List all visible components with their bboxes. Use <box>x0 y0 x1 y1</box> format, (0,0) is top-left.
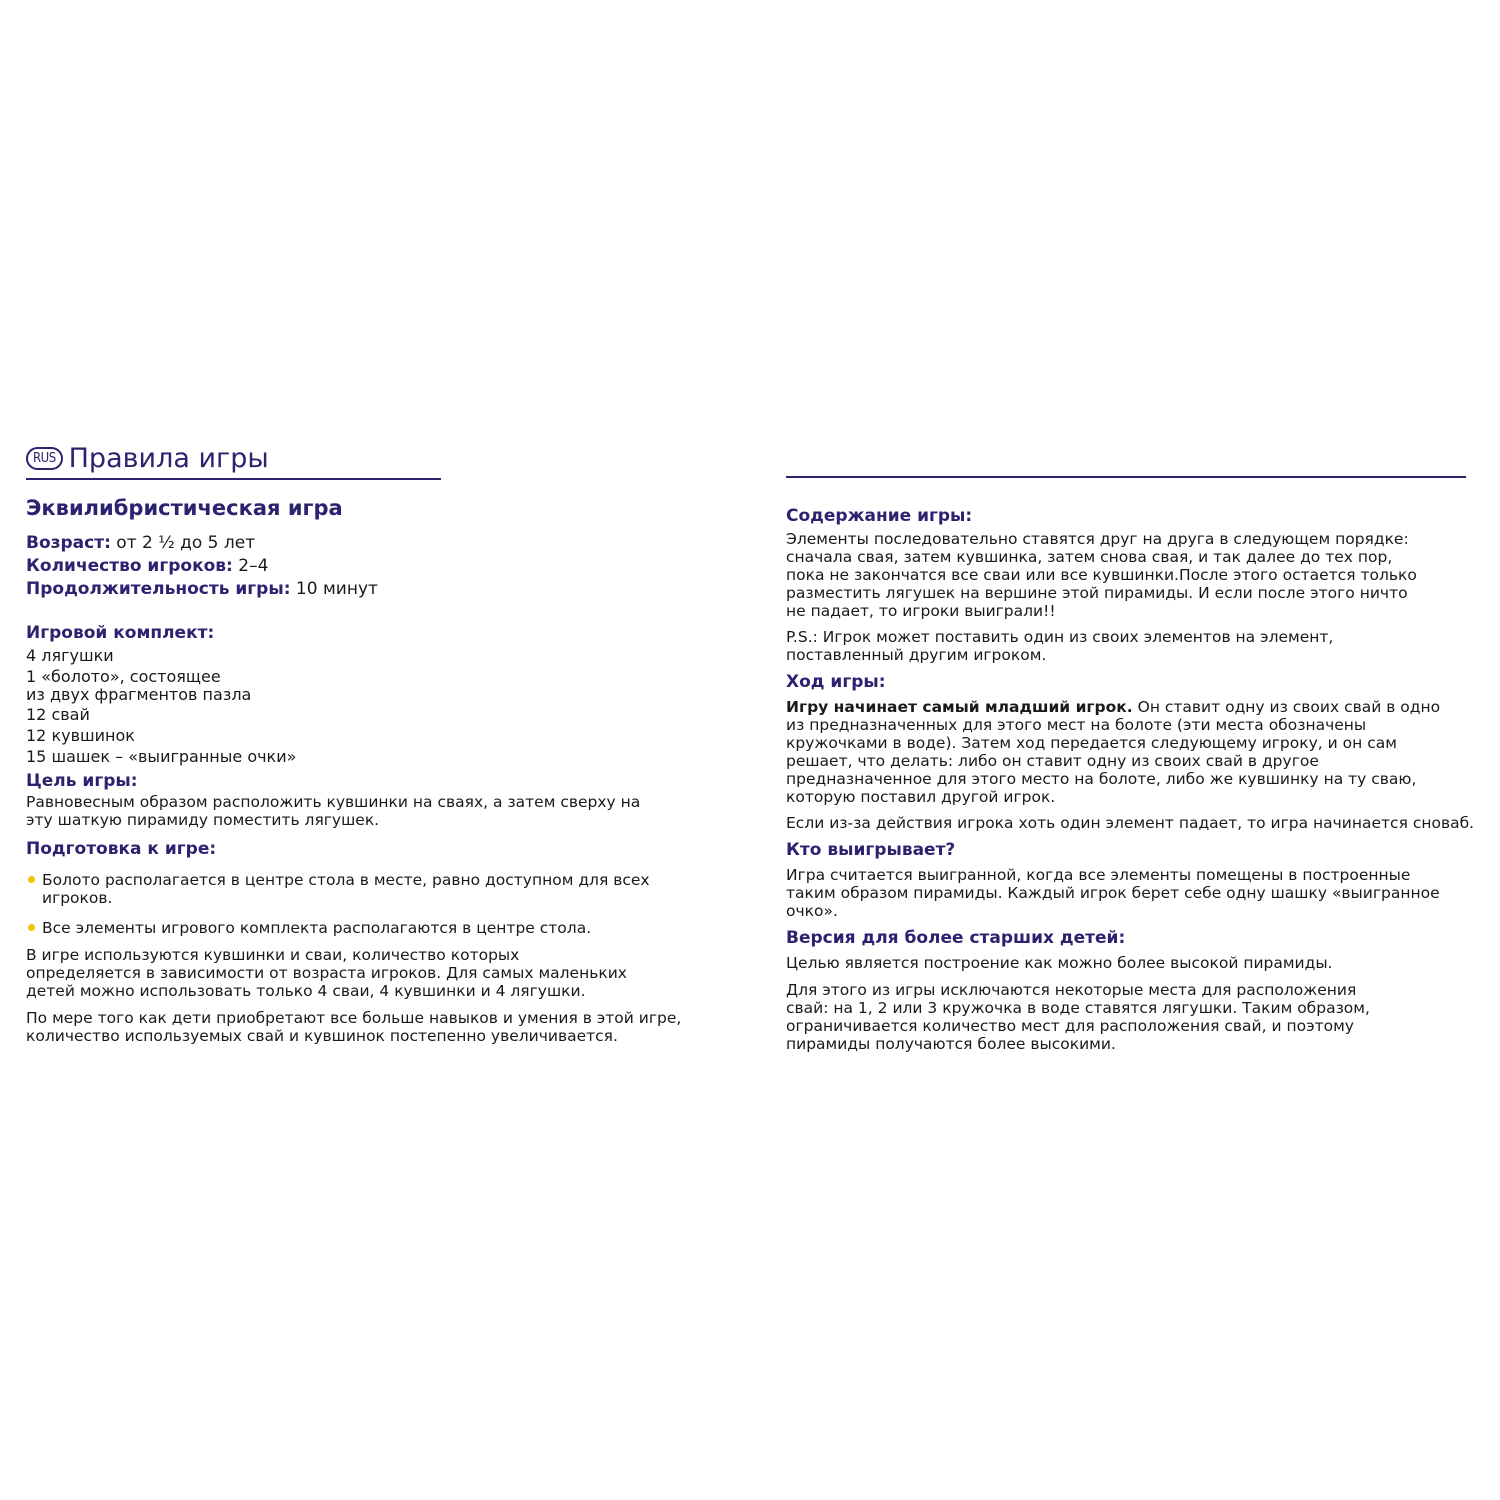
content-ps: P.S.: Игрок может поставить один из своих элементов на элемент, поставленный другим игроком. <box>786 628 1334 664</box>
older-text: Для этого из игры исключаются некоторые места для расположения свай: на 1, 2 или 3 кружочка в воде ставятся лягушки. Таким образом, ограничивается количество мест для расположения свай, и поэтому пирамиды получаются более высокими. <box>786 981 1370 1053</box>
list-item: Все элементы игрового комплекта располагаются в центре стола. <box>26 919 706 937</box>
kit-section <box>26 621 706 767</box>
prep-section <box>26 837 706 1045</box>
older-heading: Версия для более старших детей: <box>786 928 1126 948</box>
content-heading: Содержание игры: <box>786 506 973 526</box>
turn-section <box>786 670 1476 832</box>
page-title: Правила игры <box>68 442 269 474</box>
list-item: Болото располагается в центре стола в месте, равно доступном для всех игроков. <box>26 871 652 907</box>
list-item: 15 шашек – «выигранные очки» <box>26 747 297 766</box>
goal-heading: Цель игры: <box>26 771 138 791</box>
list-item: 4 лягушки <box>26 646 114 665</box>
header-divider <box>26 478 441 480</box>
right-column <box>786 438 1476 1053</box>
content-paragraph: Элементы последовательно ставятся друг на друга в следующем порядке: сначала свая, затем кувшинка, затем снова свая, и так далее до тех пор, пока не закончатся все сваи или все кувшинки.После этого остается только разместить лягушек на вершине этой пирамиды. И если после этого ничто не падает, то игроки выиграли!! <box>786 530 1417 620</box>
list-item: 12 кувшинок <box>26 726 135 745</box>
turn-heading: Ход игры: <box>786 672 886 692</box>
list-item: 12 свай <box>26 705 90 724</box>
goal-text: Равновесным образом расположить кувшинки на сваях, а затем сверху на эту шаткую пирамиду поместить лягушек. <box>26 793 641 829</box>
prep-heading: Подготовка к игре: <box>26 839 217 859</box>
turn-bold-lead: Игру начинает самый младший игрок. <box>786 698 1133 716</box>
older-section <box>786 926 1476 1053</box>
meta-duration: Продолжительность игры: 10 минут <box>26 579 378 599</box>
left-column <box>26 438 706 1045</box>
list-item: из двух фрагментов пазла <box>26 685 252 704</box>
bullet-dot <box>28 924 35 931</box>
language-badge: RUS <box>26 447 63 470</box>
prep-paragraph: По мере того как дети приобретают все больше навыков и умения в этой игре, количество используемых свай и кувшинок постепенно увеличивается. <box>26 1009 682 1045</box>
goal-section <box>26 769 706 829</box>
game-title: Эквилибристическая игра <box>26 496 343 520</box>
winner-text: Игра считается выигранной, когда все элементы помещены в построенные таким образом пирамиды. Каждый игрок берет себе одну шашку «выигранное очко». <box>786 866 1440 920</box>
content-section <box>786 504 1476 664</box>
kit-list <box>26 645 706 767</box>
bullet-dot <box>28 876 35 883</box>
game-meta <box>26 532 706 601</box>
meta-age: Возраст: от 2 ½ до 5 лет <box>26 533 256 553</box>
turn-paragraph: Игру начинает самый младший игрок. Он ставит одну из своих свай в одно из предназначенных для этого мест на болоте (эти места обозначены кружочками в воде). Затем ход передается следующему игроку, и он сам решает, что делать: либо он ставит одну из своих свай в другое предназначенное для этого место на болоте, либо же кувшинку на ту сваю, которую поставил другой игрок. <box>786 698 1441 806</box>
page-header <box>26 438 706 478</box>
older-text: Целью является построение как можно более высокой пирамиды. <box>786 954 1333 972</box>
meta-players: Количество игроков: 2–4 <box>26 556 269 576</box>
turn-paragraph-restart: Если из-за действия игрока хоть один элемент падает, то игра начинается сноваб. <box>786 814 1475 832</box>
list-item: 1 «болото», состоящее <box>26 667 221 686</box>
winner-heading: Кто выигрывает? <box>786 840 956 860</box>
right-divider <box>786 476 1466 478</box>
winner-section <box>786 838 1476 920</box>
kit-heading: Игровой комплект: <box>26 623 215 643</box>
prep-paragraph: В игре используются кувшинки и сваи, количество которых определяется в зависимости от возраста игроков. Для самых маленьких детей можно использовать только 4 сваи, 4 кувшинки и 4 лягушки. <box>26 946 627 1000</box>
